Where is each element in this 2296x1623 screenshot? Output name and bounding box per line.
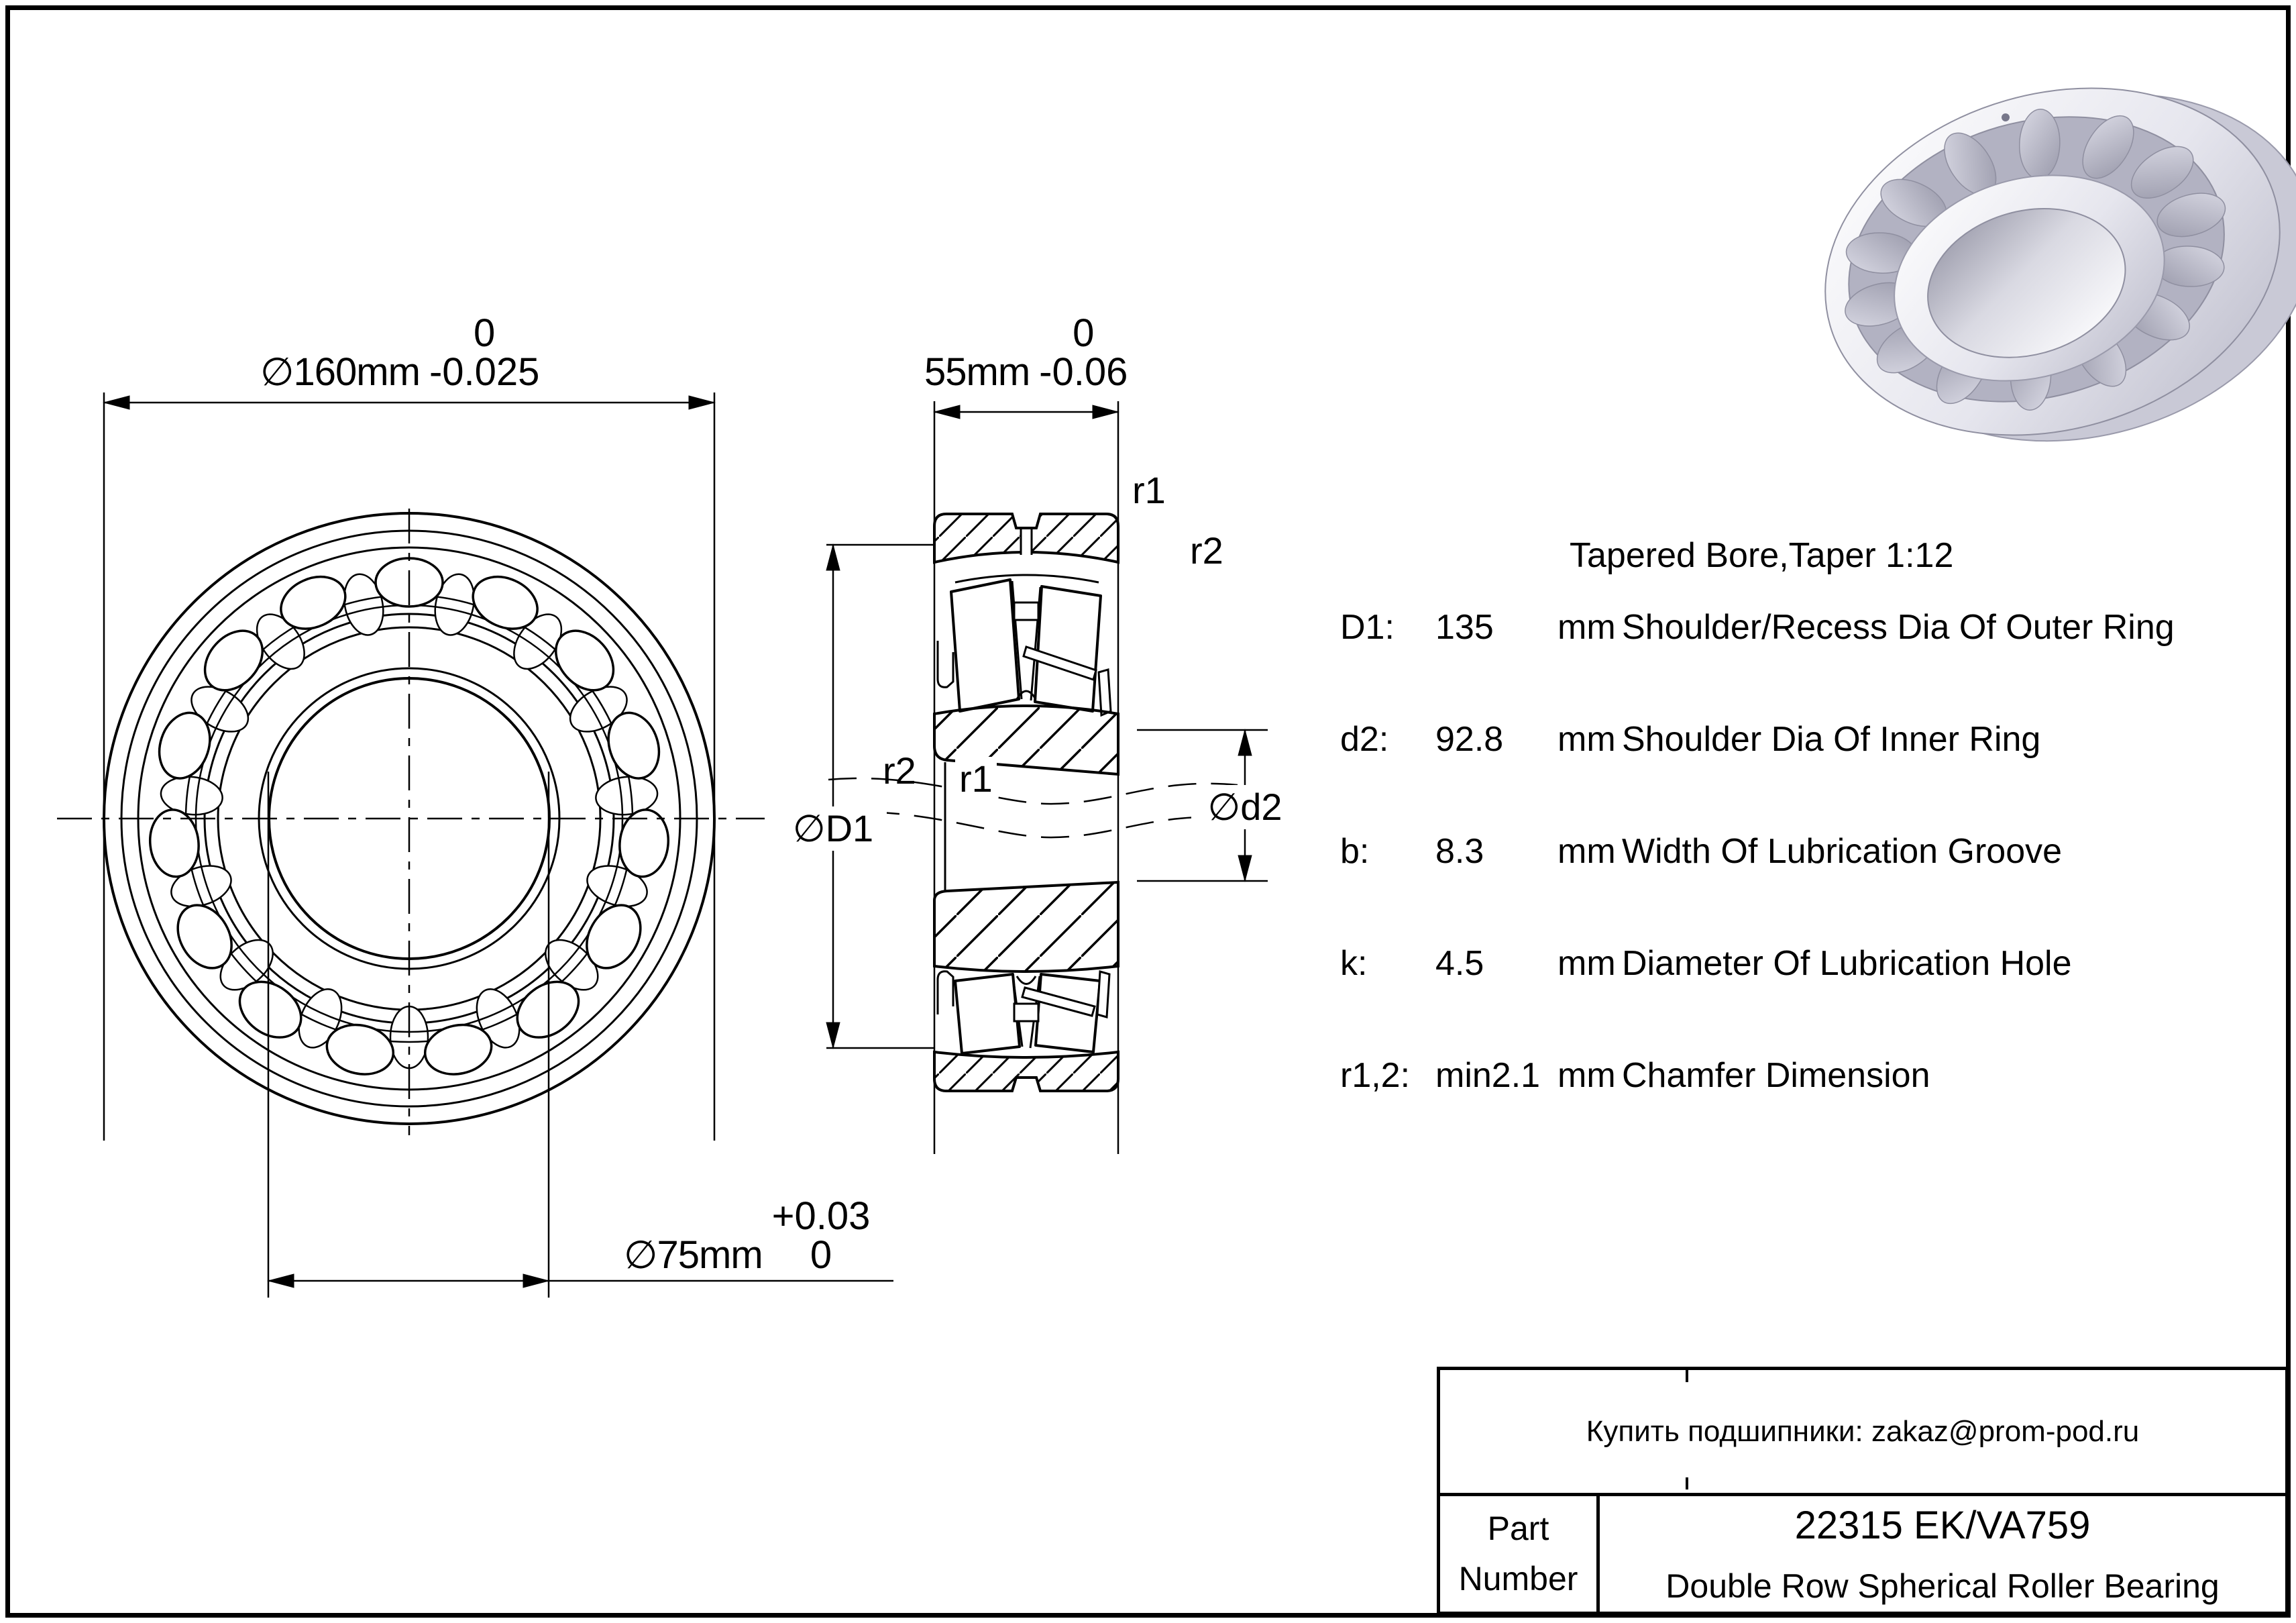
bore-tolerance: +0.03 0 (771, 1194, 871, 1277)
spec-unit: mm (1557, 944, 1616, 983)
spec-value: 92.8 (1435, 720, 1504, 759)
part-number-label-cell: Part Number (1440, 1496, 1600, 1612)
front-view (57, 509, 765, 1135)
spec-desc: Shoulder Dia Of Inner Ring (1622, 720, 2041, 759)
bore-dimension-text (624, 1194, 871, 1277)
dimension-d1 (826, 545, 934, 1048)
contact-text: Купить подшипники: zakaz@prom-pod.ru (1586, 1414, 2140, 1448)
dimension-width-55 (934, 405, 1118, 419)
spec-value: 135 (1435, 608, 1494, 647)
d1-diameter-label: ∅D1 (779, 806, 887, 851)
spec-value: 4.5 (1435, 944, 1484, 983)
contact-cell (1440, 1370, 2285, 1496)
spec-desc: Width Of Lubrication Groove (1622, 832, 2063, 871)
spec-row (1340, 1055, 2279, 1097)
part-row (1440, 1496, 2285, 1612)
spec-title: Tapered Bore,Taper 1:12 (1570, 536, 1954, 575)
spec-unit: mm (1557, 1056, 1616, 1095)
chamfer-label-r2-top: r2 (1190, 529, 1223, 572)
width-dimension-text (924, 311, 1128, 394)
spec-label: D1: (1340, 608, 1395, 647)
width-tolerance: 0 -0.06 (1039, 311, 1128, 394)
spec-label: b: (1340, 832, 1370, 871)
chamfer-label-r2-side: r2 (883, 749, 916, 792)
spec-row (1340, 719, 2279, 761)
od-dimension-text (260, 311, 540, 394)
bore-value: ∅75mm (624, 1233, 763, 1277)
bearing-3d-render (1784, 28, 2296, 501)
chamfer-label-r1-top: r1 (1132, 469, 1166, 511)
spec-desc: Chamfer Dimension (1622, 1056, 1930, 1095)
spec-value: 8.3 (1435, 832, 1484, 871)
spec-label: k: (1340, 944, 1368, 983)
spec-desc: Diameter Of Lubrication Hole (1622, 944, 2072, 983)
inner-ring-bottom (934, 882, 1118, 972)
part-number: 22315 EK/VA759 (1794, 1503, 2091, 1547)
spec-unit: mm (1557, 832, 1616, 871)
spec-unit: mm (1557, 720, 1616, 759)
part-info-cell (1600, 1496, 2285, 1612)
spec-label: r1,2: (1340, 1056, 1411, 1095)
spec-label: d2: (1340, 720, 1389, 759)
spec-row (1340, 607, 2279, 649)
od-value: ∅160mm (260, 350, 420, 394)
chamfer-label-r1-side: r1 (955, 757, 997, 800)
spec-row (1340, 943, 2279, 985)
spec-desc: Shoulder/Recess Dia Of Outer Ring (1622, 608, 2175, 647)
title-block-table (1437, 1367, 2289, 1615)
width-value: 55mm (924, 350, 1030, 394)
spec-row (1340, 831, 2279, 873)
od-tolerance: 0 -0.025 (429, 311, 540, 394)
part-description: Double Row Spherical Roller Bearing (1665, 1567, 2220, 1605)
spec-unit: mm (1557, 608, 1616, 647)
d2-diameter-label: ∅d2 (1191, 785, 1299, 829)
outer-ring-bottom (934, 1052, 1118, 1091)
spec-value: min2.1 (1435, 1056, 1541, 1095)
